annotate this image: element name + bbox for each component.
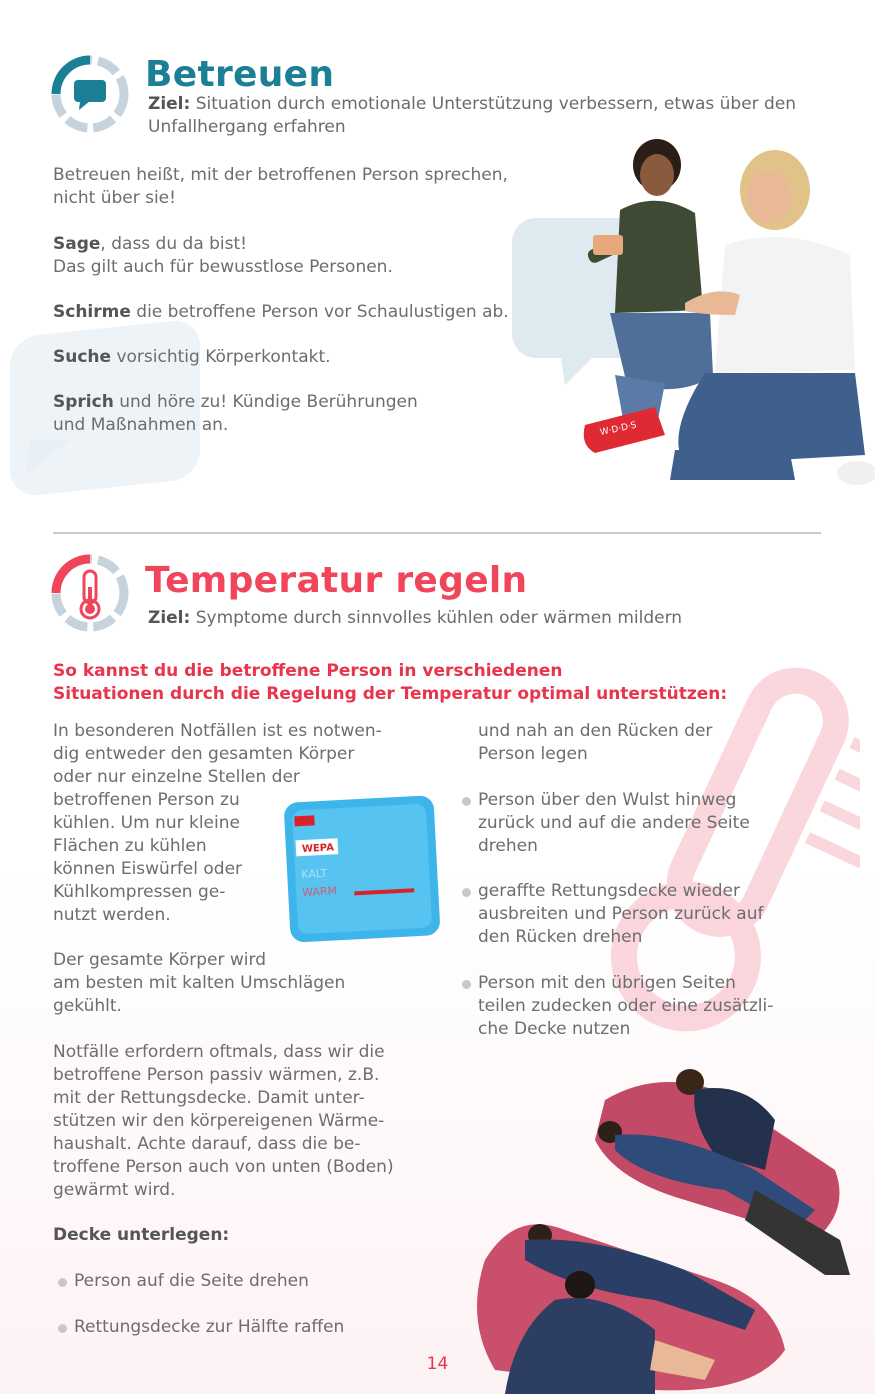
warming-line: stützen wir den körpereigenen Wärme- [53,1111,385,1131]
warming-line: troffene Person auch von unten (Boden) [53,1157,394,1177]
bold-schirme: Schirme [53,302,131,322]
goal-betreuen [148,93,828,139]
cooling-line: dig entweder den gesamten Körper [53,744,355,764]
goal-label-2: Ziel: [148,608,191,628]
intro-heading-red [53,660,773,706]
paragraph-sprich [53,391,453,437]
section-title-temperatur: Temperatur regeln [145,560,528,601]
goal-temperatur [148,607,828,630]
coolpack-warm: WARM [301,884,338,900]
list-item [74,1270,309,1293]
schirme-rest: die betroffene Person vor Schaulustigen ab. [130,302,509,322]
section-divider [53,532,821,534]
intro-line-2: Situationen durch die Regelung der Temperatur optimal unterstützen: [53,684,728,704]
paragraph-intro: Betreuen heißt, mit der betroffenen Person sprechen, nicht über sie! [53,165,508,208]
photo-rescue-blanket-demo [455,1060,875,1394]
right-continuation [478,720,838,766]
cooling-line: oder nur einzelne Stellen der [53,767,300,787]
cooling-line: In besonderen Notfällen ist es notwen- [53,721,382,741]
cooling-line: Kühlkompressen ge- [53,882,226,902]
bullet-line: geraffte Rettungsdecke wieder [478,881,740,901]
bullet-line: Person über den Wulst hinweg [478,790,737,810]
list-item [478,880,828,949]
cooling-line: betroffenen Person zu [53,790,240,810]
cooling-line: nutzt werden. [53,905,171,925]
warming-line: betroffene Person passiv wärmen, z.B. [53,1065,380,1085]
paragraph-warming [53,1041,443,1202]
page-number: 14 [426,1354,449,1374]
list-item [478,972,828,1041]
warming-line: haushalt. Achte darauf, dass die be- [53,1134,361,1154]
bullet-text: Person auf die Seite drehen [74,1271,309,1291]
bullet-text: Rettungsdecke zur Hälfte raffen [74,1317,345,1337]
body-line: am besten mit kalten Umschlägen [53,973,346,993]
cool-pack-image [283,793,440,943]
bullet-dot [462,888,471,897]
paragraph-schirme [53,301,573,324]
bold-sprich: Sprich [53,392,114,412]
intro-line-1: So kannst du die betroffene Person in verschiedenen [53,661,563,681]
bullet-line: che Decke nutzen [478,1019,631,1039]
suche-rest: vorsichtig Körperkontakt. [111,347,331,367]
sprich-rest: und höre zu! Kündige Berührungen und Maßnahmen an. [53,392,418,435]
paragraph-suche [53,346,553,369]
paragraph-whole-body [53,949,433,1018]
warming-line: gewärmt wird. [53,1180,176,1200]
warming-line: Notfälle erfordern oftmals, dass wir die [53,1042,385,1062]
bullet-dot [462,797,471,806]
bullet-line: zurück und auf die andere Seite [478,813,750,833]
continuation-line: Person legen [478,744,588,764]
chat-bubble-icon [48,52,132,136]
body-line: gekühlt. [53,996,122,1016]
cooling-line: können Eiswürfel oder [53,859,243,879]
cooling-line: Flächen zu kühlen [53,836,207,856]
coolpack-brand: WEPA [301,842,335,856]
coolpack-kalt: KALT [300,866,328,882]
bullet-dot [462,980,471,989]
section-title-betreuen: Betreuen [145,54,335,95]
goal-label: Ziel: [148,94,191,114]
list-item [478,789,828,858]
list-item [74,1316,344,1339]
goal-text: Situation durch emotionale Unterstützung verbessern, etwas über den Unfallhergang erfahren [148,94,797,137]
bold-suche: Suche [53,347,112,367]
body-line: Der gesamte Körper wird [53,950,266,970]
first-aid-bag-label: W·D·D·S [599,420,638,439]
continuation-line: und nah an den Rücken der [478,721,713,741]
cooling-line: kühlen. Um nur kleine [53,813,240,833]
goal-text-2: Symptome durch sinnvolles kühlen oder wärmen mildern [195,608,683,628]
bullet-line: ausbreiten und Person zurück auf [478,904,764,924]
sage-line2: Das gilt auch für bewusstlose Personen. [53,257,393,277]
warming-line: mit der Rettungsdecke. Damit unter- [53,1088,365,1108]
speech-bubble-tail-left [20,440,80,480]
sage-rest: , dass du da bist! [100,234,247,254]
paragraph-sage [53,233,553,279]
photo-caregiving-women [565,135,875,505]
bullet-dot [58,1324,67,1333]
bullet-dot [58,1278,67,1287]
blanket-heading: Decke unterlegen: [53,1225,230,1245]
bullet-line: drehen [478,836,538,856]
bullet-line: Person mit den übrigen Seiten [478,973,736,993]
bold-sage: Sage [53,234,101,254]
thermometer-icon [48,551,132,635]
bullet-line: teilen zudecken oder eine zusätzli- [478,996,774,1016]
bullet-line: den Rücken drehen [478,927,643,947]
